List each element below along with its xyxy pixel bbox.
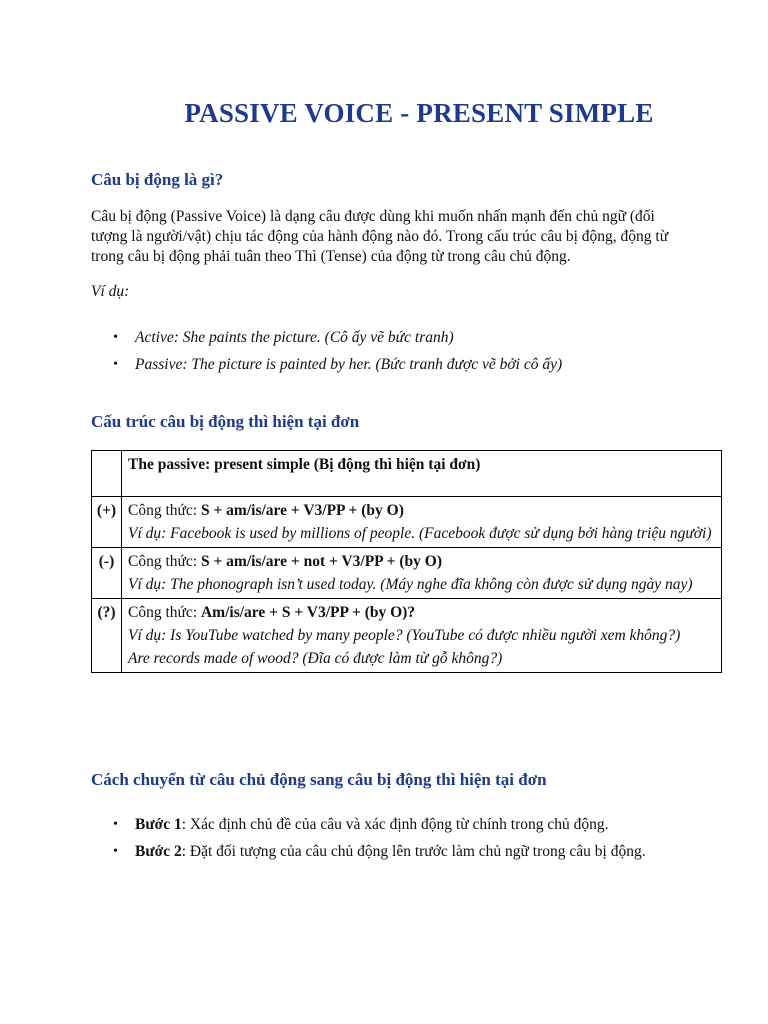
step-text: : Xác định chủ đề của câu và xác định động từ chính trong chủ động.	[181, 816, 609, 833]
row-example: Ví dụ: Facebook is used by millions of people. (Facebook được sử dụng bởi hàng triệu người)	[128, 525, 712, 542]
formula-label: Công thức:	[128, 502, 201, 519]
formula-line	[128, 550, 715, 573]
step-label: Bước 1	[135, 816, 182, 833]
section-heading-conversion: Cách chuyển từ câu chủ động sang câu bị động thì hiện tại đơn	[91, 770, 547, 789]
step-text: : Đặt đối tượng của câu chủ động lên trước làm chủ ngữ trong câu bị động.	[181, 843, 646, 860]
table-header-row	[92, 451, 722, 497]
example-list	[91, 328, 562, 382]
table-row	[92, 497, 722, 548]
table-row	[92, 548, 722, 599]
section-heading-structure: Cấu trúc câu bị động thì hiện tại đơn	[91, 412, 360, 431]
section-heading-what-is-passive: Câu bị động là gì?	[91, 170, 224, 189]
table-cell	[122, 599, 722, 673]
table-cell	[122, 497, 722, 548]
formula-label: Công thức:	[128, 553, 201, 570]
formula-line	[128, 601, 715, 624]
row-symbol: (+)	[92, 497, 122, 548]
formula: S + am/is/are + not + V3/PP + (by O)	[200, 553, 442, 570]
list-item: • Passive: The picture is painted by her. (Bức tranh được vẽ bởi cô ấy)	[91, 355, 562, 382]
step-label: Bước 2	[135, 843, 182, 860]
list-item	[91, 815, 646, 842]
list-item	[91, 842, 646, 869]
example-label: Ví dụ:	[91, 283, 130, 300]
step-list	[91, 815, 646, 869]
row-example: Ví dụ: The phonograph isn’t used today. (Máy nghe đĩa không còn được sử dụng ngày nay)	[128, 576, 693, 593]
row-example: Are records made of wood? (Đĩa có được làm từ gỗ không?)	[128, 650, 503, 667]
passive-structure-table	[91, 450, 722, 673]
list-item: • Active: She paints the picture. (Cô ấy vẽ bức tranh)	[91, 328, 562, 355]
table-row	[92, 599, 722, 673]
row-symbol: (?)	[92, 599, 122, 673]
row-example: Ví dụ: Is YouTube watched by many people? (YouTube có được nhiều người xem không?)	[128, 627, 681, 644]
formula: S + am/is/are + V3/PP + (by O)	[200, 502, 404, 519]
row-symbol: (-)	[92, 548, 122, 599]
formula-label: Công thức:	[128, 604, 201, 621]
definition-paragraph: Câu bị động (Passive Voice) là dạng câu được dùng khi muốn nhấn mạnh đến chủ ngữ (đối tượng là người/vật) chịu tác động của hành động nào đó. Trong cấu trúc câu bị động, động từ trong câu bị động phải tuân theo Thì (Tense) của động từ trong câu chủ động.	[91, 208, 669, 265]
table-header-text: The passive: present simple (Bị động thì hiện tại đơn)	[128, 456, 481, 473]
table-cell	[122, 548, 722, 599]
formula: Am/is/are + S + V3/PP + (by O)?	[200, 604, 416, 621]
table-cell-empty	[92, 451, 122, 497]
formula-line	[128, 499, 715, 522]
page-title: PASSIVE VOICE - PRESENT SIMPLE	[184, 98, 654, 128]
table-header-cell	[122, 451, 722, 497]
